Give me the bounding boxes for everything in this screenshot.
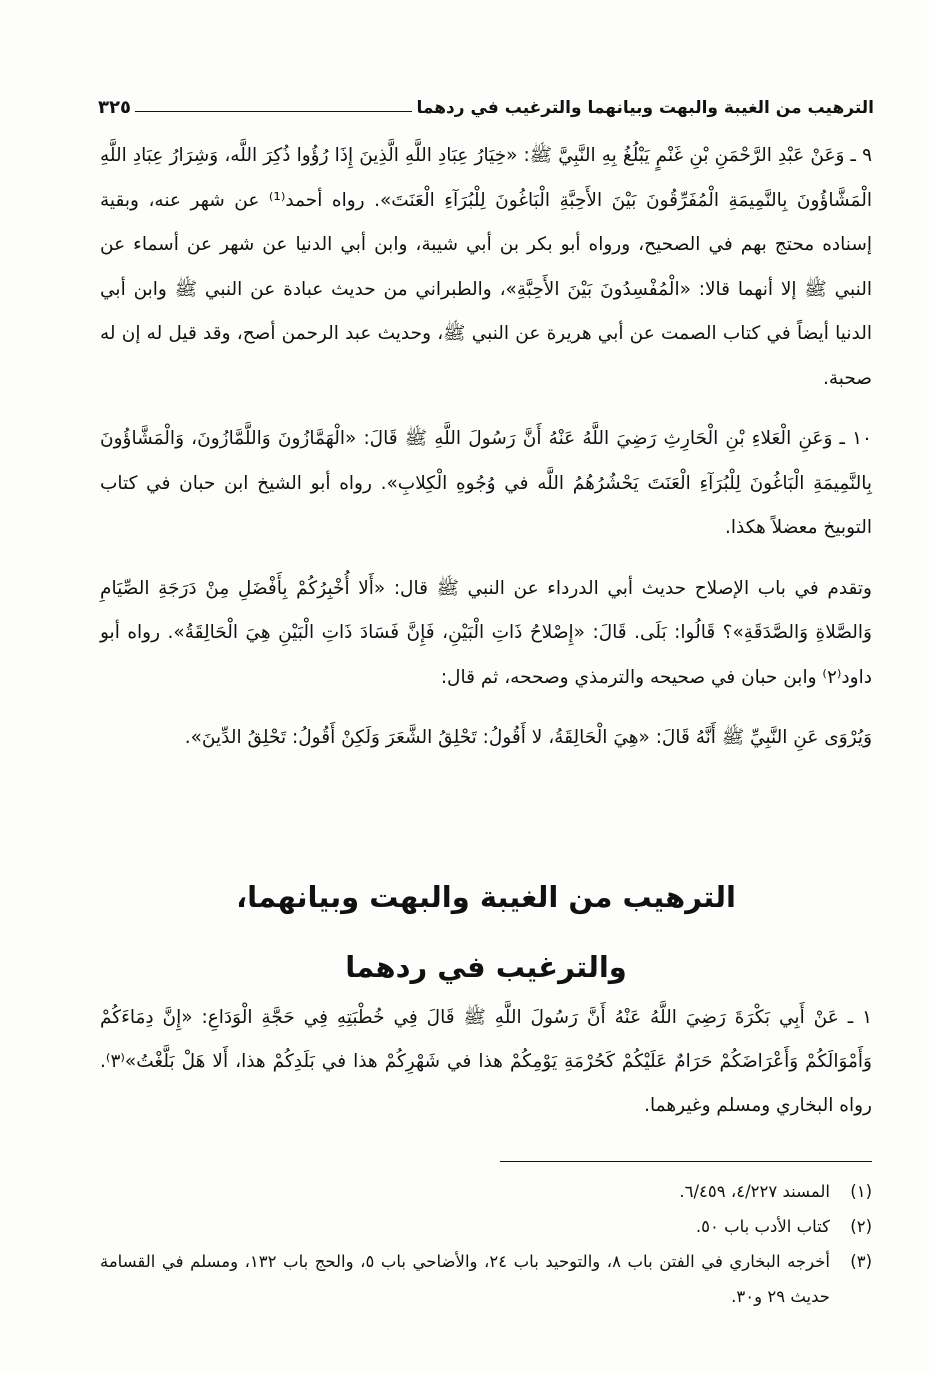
running-header: [98, 88, 874, 118]
footnote-number: (٢): [850, 1217, 872, 1236]
footnote-rule: [500, 1161, 872, 1162]
header-rule: [135, 111, 412, 112]
islah-paragraph: وتقدم في باب الإصلاح حديث أبي الدرداء عن النبي ﷺ قال: «أَلا أُخْبِرُكُمْ بِأَفْضَلِ مِنْ دَرَجَةِ الصِّيَامِ وَالصَّلاةِ وَالصَّدَقَةِ»؟ قَالُوا: بَلَى. قَالَ: «إِصْلاحُ ذَاتِ الْبَيْنِ، فَإِنَّ فَسَادَ ذَاتِ الْبَيْنِ هِيَ الْحَالِقَةُ». رواه أبو داود⁽٢⁾ وابن حبان في صحيحه والترمذي وصححه، ثم قال:: [100, 577, 872, 688]
footnote-text: كتاب الأدب باب ٥٠.: [695, 1217, 830, 1236]
chapter-title: [100, 862, 872, 1002]
chapter-title-line1: الترهيب من الغيبة والبهت وبيانهما،: [236, 880, 736, 914]
hadith-10: ١٠ ـ وَعَنِ الْعَلاءِ بْنِ الْحَارِثِ رَضِيَ اللَّهُ عَنْهُ أَنَّ رَسُولَ اللَّهِ ﷺ قَالَ: «الْهَمَّازُونَ وَاللَّمَّازُونَ، وَالْمَشَّاؤُونَ بِالنَّمِيمَةِ الْبَاغُونَ لِلْبُرَآءِ الْعَنَتَ يَحْشُرُهُمُ اللَّه في وُجُوهِ الْكِلابِ». رواه أبو الشيخ ابن حبان في كتاب التوبيخ معضلاً هكذا.: [100, 428, 872, 538]
page-number: ٣٢٥: [98, 97, 131, 118]
footnote-text: أخرجه البخاري في الفتن باب ٨، والتوحيد باب ٢٤، والأضاحي باب ٥، والحج باب ١٣٢، ومسلم في القسامة حديث ٢٩ و٣٠.: [100, 1252, 831, 1306]
footnote-1: [100, 1174, 872, 1209]
main-text: [100, 134, 872, 761]
halqa-paragraph: وَيُرْوَى عَنِ النَّبِيِّ ﷺ أَنَّهُ قَالَ: «هِيَ الْحَالِقَةُ، لا أَقُولُ: تَحْلِقُ الشَّعَرَ وَلَكِنْ أَقُولُ: تَحْلِقُ الدِّينَ».: [184, 727, 872, 748]
running-title: الترهيب من الغيبة والبهت وبيانهما والترغيب في ردهما: [416, 98, 874, 118]
hadith-9: ٩ ـ وَعَنْ عَبْدِ الرَّحْمَنِ بْنِ غَنْمٍ يَبْلُغُ بِهِ النَّبِيَّ ﷺ: «خِيَارُ عِبَادِ اللَّهِ الَّذِينَ إِذَا رُؤُوا ذُكِرَ اللَّه، وَشِرَارُ عِبَادِ اللَّهِ الْمَشَّاؤُونَ بِالنَّمِيمَةِ الْمُفَرِّقُونَ بَيْنَ الأَحِبَّةِ الْبَاغُونَ لِلْبُرَآءِ الْعَنَتَ». رواه أحمد⁽¹⁾ عن شهر عنه، وبقية إسناده محتج بهم في الصحيح، ورواه أبو بكر بن أبي شيبة، وابن أبي الدنيا عن شهر عن أسماء عن النبي ﷺ إلا أنهما قالا: «الْمُفْسِدُونَ بَيْنَ الأَحِبَّةِ»، والطبراني من حديث عبادة عن النبي ﷺ وابن أبي الدنيا أيضاً في كتاب الصمت عن أبي هريرة عن النبي ﷺ، وحديث عبد الرحمن أصح، وقد قيل له إن له صحبة.: [100, 145, 872, 389]
footnote-2: [100, 1209, 872, 1244]
footnote-3: [100, 1244, 872, 1314]
chapter-title-line2: والترغيب في ردهما: [345, 950, 627, 984]
footnote-number: (١): [850, 1182, 872, 1201]
footnotes: [100, 1174, 872, 1314]
footnote-number: (٣): [850, 1252, 872, 1271]
chapter-hadith-1: ١ ـ عَنْ أَبِي بَكْرَةَ رَضِيَ اللَّهُ عَنْهُ أَنَّ رَسُولَ اللَّهِ ﷺ قَالَ فِي خُطْبَتِهِ فِي حَجَّةِ الْوَدَاعِ: «إِنَّ دِمَاءَكُمْ وَأَمْوَالَكُمْ وَأَعْرَاضَكُمْ حَرَامٌ عَلَيْكُمْ كَحُرْمَةِ يَوْمِكُمْ هذا في شَهْرِكُمْ هذا في بَلَدِكُمْ هذا، أَلا هَلْ بَلَّغْتُ»⁽٣⁾. رواه البخاري ومسلم وغيرهما.: [100, 1007, 872, 1116]
footnote-text: المسند ٤/٢٢٧، ٦/٤٥٩.: [679, 1182, 830, 1201]
chapter-text: [100, 996, 872, 1128]
